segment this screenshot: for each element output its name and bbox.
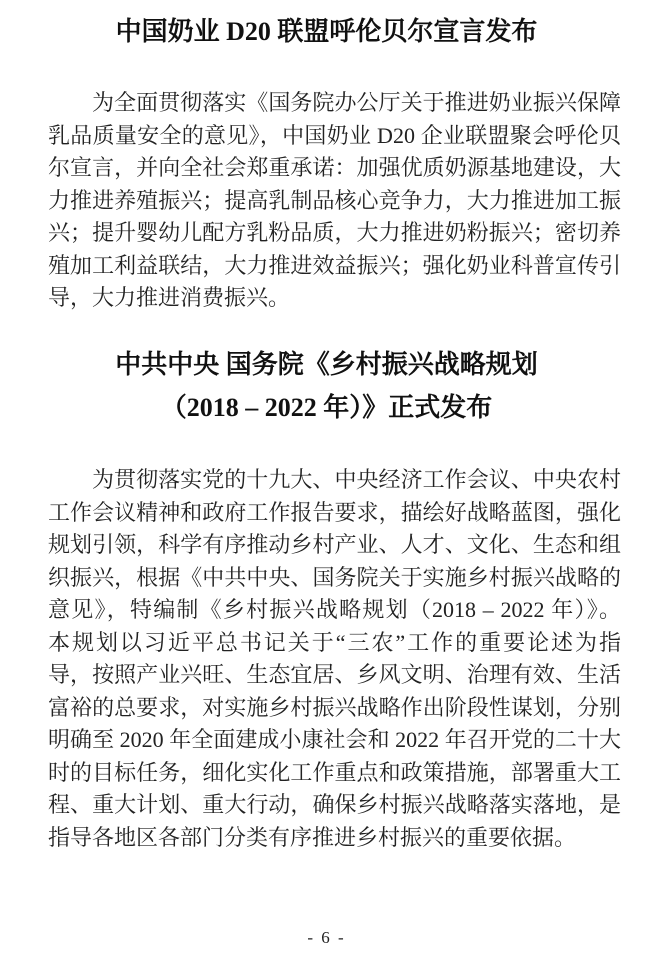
paragraph-rural-revitalization-plan [48,464,621,854]
body-text-line: 为全面贯彻落实《国务院办公厅关于推进奶业振兴保障 [92,90,621,115]
body-text-line: 导，按照产业兴旺、生态宜居、乡风文明、治理有效、生活 [48,662,621,687]
body-text-line: 织振兴，根据《中共中央、国务院关于实施乡村振兴战略的 [48,564,621,590]
body-text-line: 指导各地区各部门分类有序推进乡村振兴的重要依据。 [48,824,577,850]
body-text-line: 尔宣言，并向全社会郑重承诺：加强优质奶源基地建设，大 [48,155,621,180]
body-text-line: 明确至 2020 年全面建成小康社会和 2022 年召开党的二十大 [48,727,621,752]
body-text-line: 程、重大计划、重大行动，确保乡村振兴战略落实落地，是 [48,792,621,817]
section-title-rural-revitalization-plan [0,343,653,429]
title-line: （2018 – 2022 年）》正式发布 [160,393,493,422]
title-line: 中共中央 国务院《乡村振兴战略规划 [115,350,538,379]
body-text-line: 为贯彻落实党的十九大、中央经济工作会议、中央农村 [92,467,621,492]
body-text-line: 力推进养殖振兴；提高乳制品核心竞争力，大力推进加工振 [48,187,621,213]
body-text-line: 兴；提升婴幼儿配方乳粉品质，大力推进奶粉振兴；密切养 [48,220,621,245]
body-text-line: 规划引领，科学有序推动乡村产业、人才、文化、生态和组 [48,532,621,557]
body-text-line: 工作会议精神和政府工作报告要求，描绘好战略蓝图，强化 [48,499,621,525]
body-text-line: 导，大力推进消费振兴。 [48,285,291,310]
body-text-line: 富裕的总要求，对实施乡村振兴战略作出阶段性谋划，分别 [48,694,621,720]
body-text-line: 意见》，特编制《乡村振兴战略规划（2018 – 2022 年）》。 [48,597,621,622]
page-number: - 6 - [307,928,346,947]
title-line: 中国奶业 D20 联盟呼伦贝尔宣言发布 [115,17,538,46]
body-text-line: 时的目标任务，细化实化工作重点和政策措施，部署重大工 [48,759,621,785]
body-text-line: 乳品质量安全的意见》，中国奶业 D20 企业联盟聚会呼伦贝 [48,122,621,148]
body-text-line: 殖加工利益联结，大力推进效益振兴；强化奶业科普宣传引 [48,252,621,278]
section-title-dairy-declaration [0,15,653,49]
paragraph-dairy-declaration [48,87,621,315]
body-text-line: 本规划以习近平总书记关于“三农”工作的重要论述为指 [48,629,621,655]
